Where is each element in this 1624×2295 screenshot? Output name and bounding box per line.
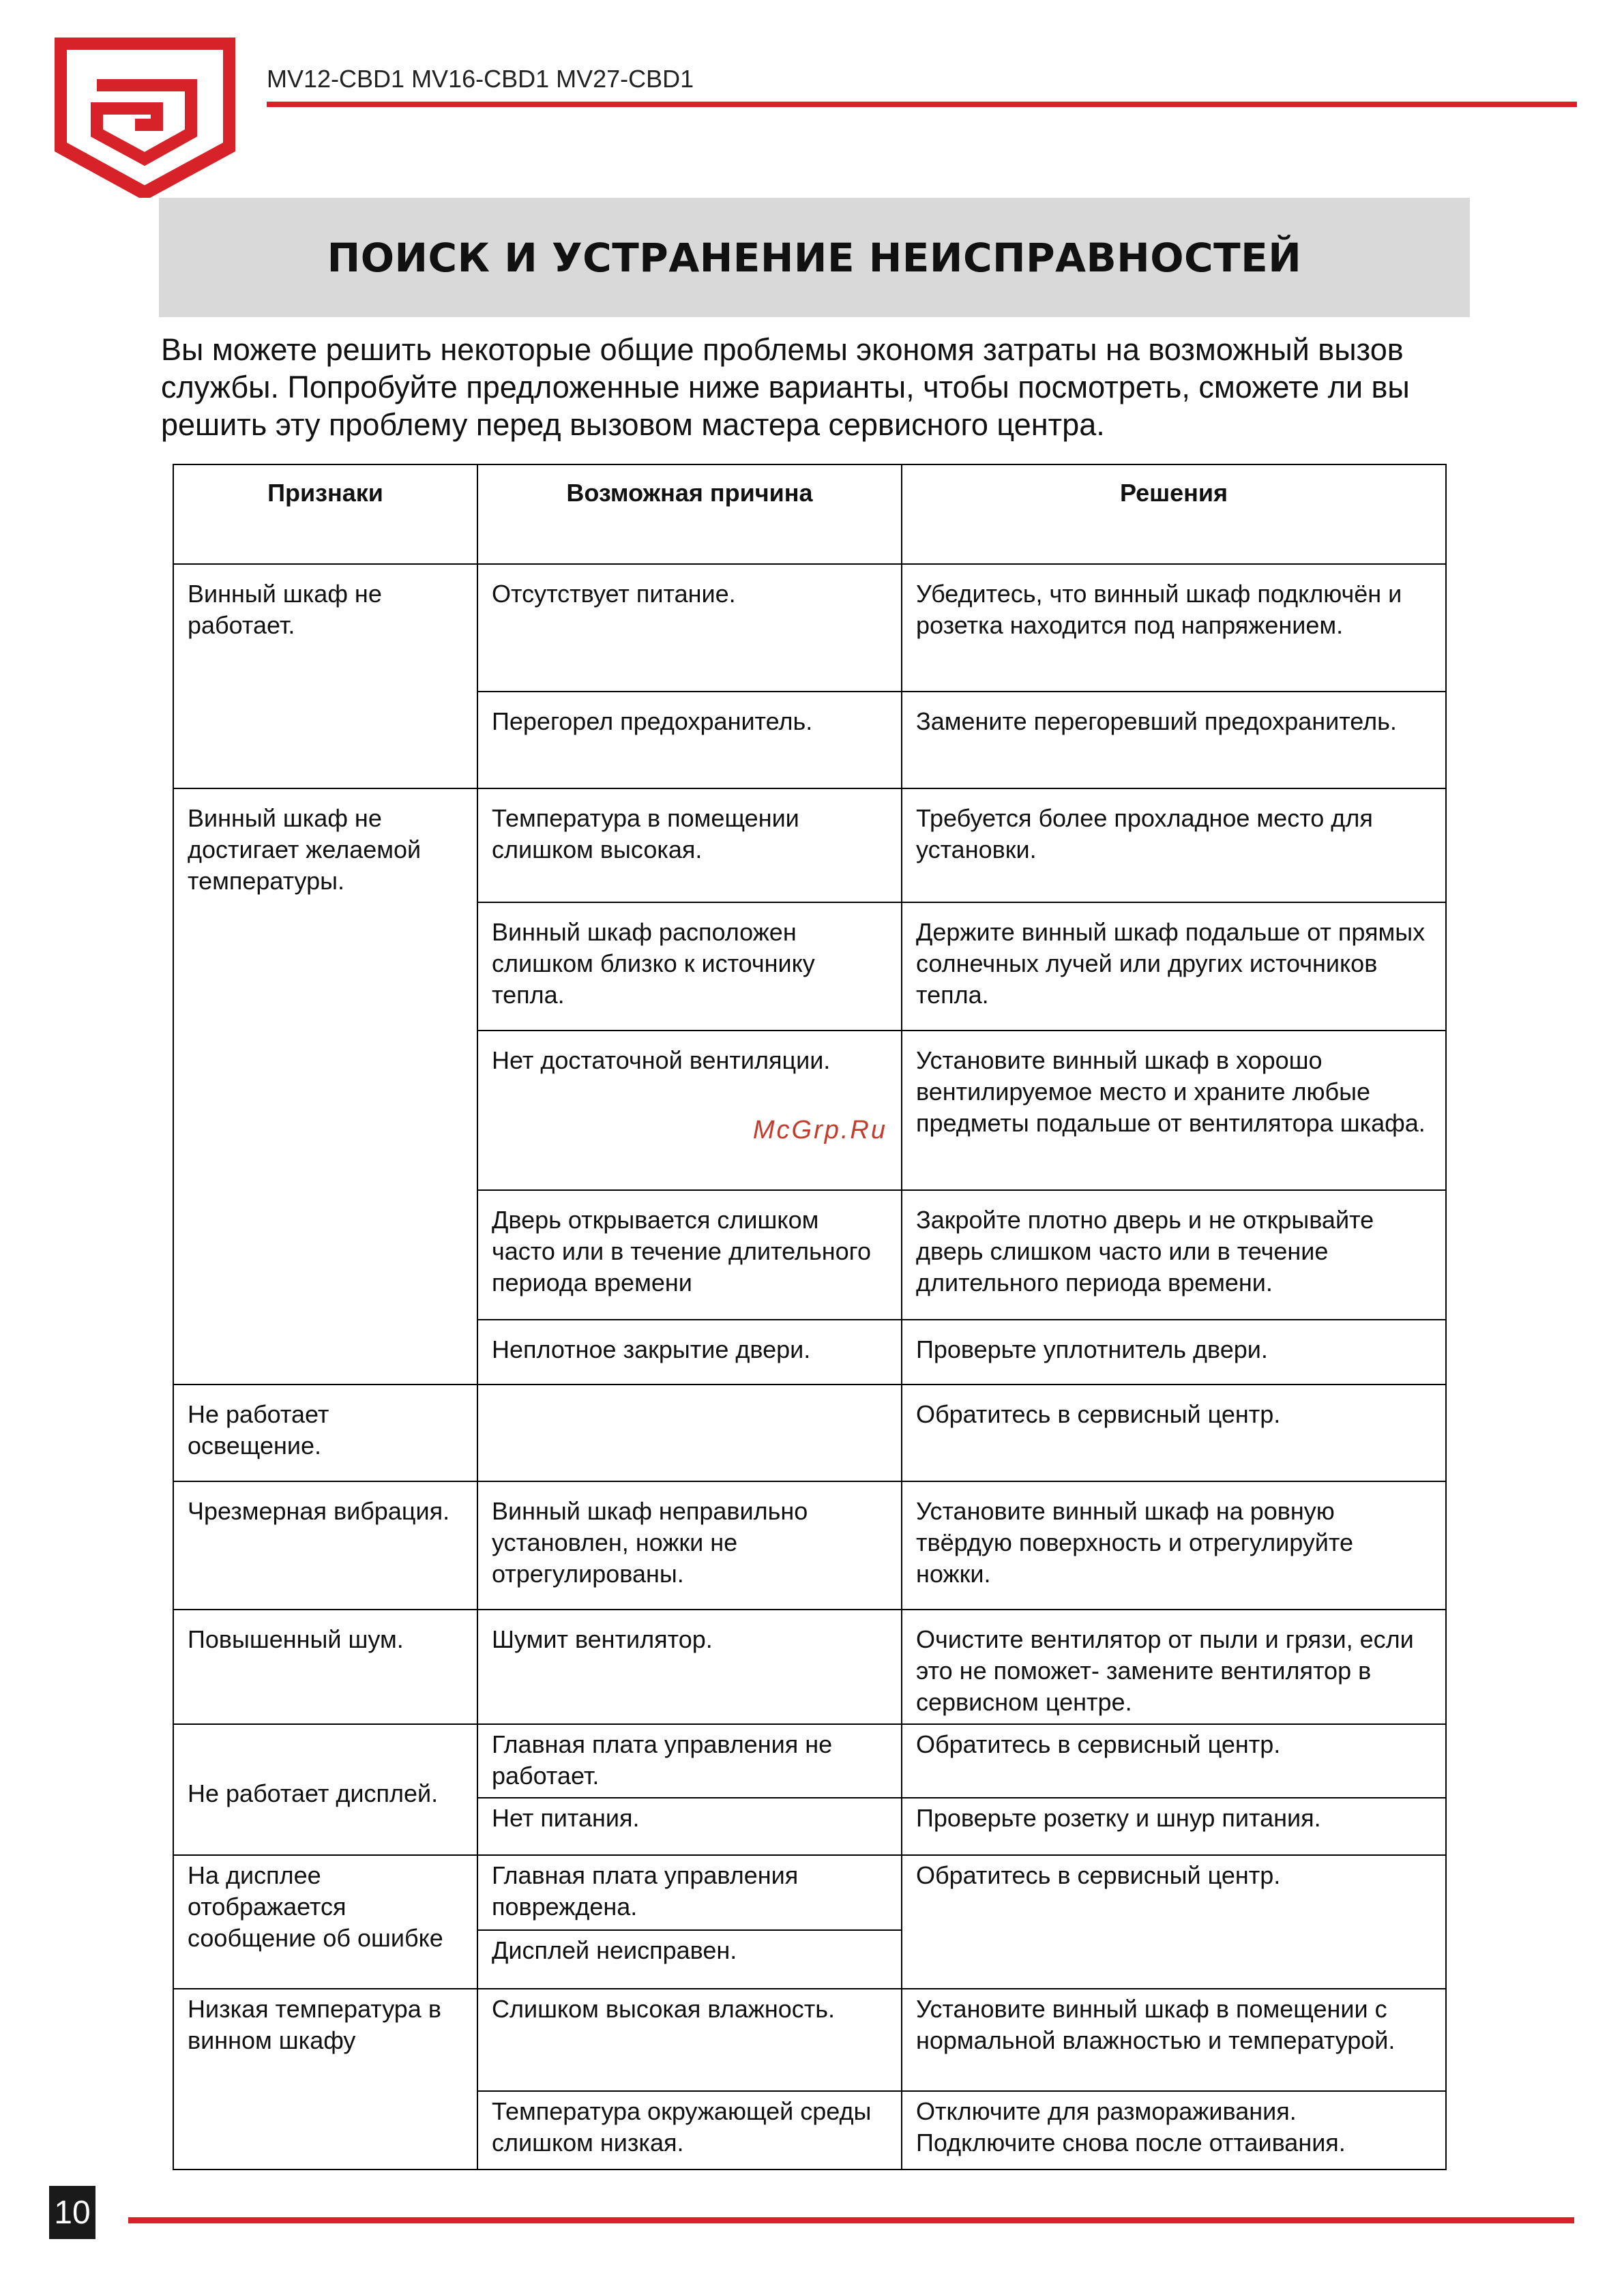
header-rule bbox=[267, 102, 1577, 107]
solution-cell: Держите винный шкаф подальше от прямых солнечных лучей или других источников тепла. bbox=[902, 902, 1446, 1031]
cause-cell: Перегорел предохранитель. bbox=[477, 692, 902, 788]
table-row bbox=[173, 1481, 1446, 1610]
header-solutions: Решения bbox=[902, 464, 1446, 564]
solution-cell: Установите винный шкаф в хорошо вентилируемое место и храните любые предметы подальше от вентилятора шкафа. bbox=[902, 1031, 1446, 1190]
table-row bbox=[173, 1610, 1446, 1724]
cause-cell: Главная плата управления не работает. bbox=[477, 1724, 902, 1798]
cause-cell: Неплотное закрытие двери. bbox=[477, 1320, 902, 1385]
page-title: ПОИСК И УСТРАНЕНИЕ НЕИСПРАВНОСТЕЙ bbox=[327, 234, 1302, 281]
table-row bbox=[173, 1724, 1446, 1798]
solution-cell: Закройте плотно дверь и не открывайте дверь слишком часто или в течение длительного периода времени. bbox=[902, 1190, 1446, 1320]
solution-cell: Отключите для размораживания. Подключите снова после оттаивания. bbox=[902, 2091, 1446, 2170]
header-symptoms: Признаки bbox=[173, 464, 477, 564]
footer-rule bbox=[128, 2217, 1574, 2223]
table-row bbox=[173, 788, 1446, 902]
brand-logo bbox=[55, 38, 235, 198]
symptom-cell: Винный шкаф не достигает желаемой температуры. bbox=[173, 788, 477, 1385]
title-band bbox=[159, 198, 1470, 317]
solution-cell: Замените перегоревший предохранитель. bbox=[902, 692, 1446, 788]
symptom-cell: Не работает освещение. bbox=[173, 1385, 477, 1481]
solution-cell: Обратитесь в сервисный центр. bbox=[902, 1385, 1446, 1481]
cause-cell: Температура в помещении слишком высокая. bbox=[477, 788, 902, 902]
cause-cell bbox=[477, 1031, 902, 1190]
cause-cell: Отсутствует питание. bbox=[477, 564, 902, 692]
symptom-cell: Низкая температура в винном шкафу bbox=[173, 1989, 477, 2170]
cause-text: Нет достаточной вентиляции. bbox=[492, 1046, 831, 1074]
solution-cell: Установите винный шкаф на ровную твёрдую поверхность и отрегулируйте ножки. bbox=[902, 1481, 1446, 1610]
troubleshooting-table bbox=[173, 464, 1447, 2170]
table-row bbox=[173, 1855, 1446, 1930]
intro-paragraph: Вы можете решить некоторые общие проблемы экономя затраты на возможный вызов службы. Попробуйте предложенные ниже варианты, чтобы посмотреть, сможете ли вы решить эту проблему перед вызовом мастера сервисного центра. bbox=[161, 332, 1410, 442]
table-header-row bbox=[173, 464, 1446, 564]
cause-cell bbox=[477, 1385, 902, 1481]
symptom-cell: Винный шкаф не работает. bbox=[173, 564, 477, 788]
cause-cell: Дисплей неисправен. bbox=[477, 1930, 902, 1989]
solution-cell: Убедитесь, что винный шкаф подключён и розетка находится под напряжением. bbox=[902, 564, 1446, 692]
solution-cell: Проверьте розетку и шнур питания. bbox=[902, 1798, 1446, 1855]
cause-cell: Главная плата управления повреждена. bbox=[477, 1855, 902, 1930]
cause-cell: Винный шкаф неправильно установлен, ножки не отрегулированы. bbox=[477, 1481, 902, 1610]
cause-cell: Винный шкаф расположен слишком близко к источнику тепла. bbox=[477, 902, 902, 1031]
solution-cell: Обратитесь в сервисный центр. bbox=[902, 1724, 1446, 1798]
table-row bbox=[173, 1385, 1446, 1481]
cause-cell: Нет питания. bbox=[477, 1798, 902, 1855]
solution-cell: Обратитесь в сервисный центр. bbox=[902, 1855, 1446, 1989]
symptom-cell: На дисплее отображается сообщение об ошибке bbox=[173, 1855, 477, 1989]
table-row bbox=[173, 564, 1446, 692]
page-number: 10 bbox=[49, 2186, 95, 2239]
symptom-cell: Повышенный шум. bbox=[173, 1610, 477, 1724]
model-numbers: MV12-CBD1 MV16-CBD1 MV27-CBD1 bbox=[267, 65, 694, 93]
solution-cell: Очистите вентилятор от пыли и грязи, если это не поможет- замените вентилятор в сервисном центре. bbox=[902, 1610, 1446, 1724]
cause-cell: Дверь открывается слишком часто или в течение длительного периода времени bbox=[477, 1190, 902, 1320]
solution-cell: Проверьте уплотнитель двери. bbox=[902, 1320, 1446, 1385]
symptom-cell: Чрезмерная вибрация. bbox=[173, 1481, 477, 1610]
table-row bbox=[173, 1989, 1446, 2091]
solution-cell: Установите винный шкаф в помещении с нормальной влажностью и температурой. bbox=[902, 1989, 1446, 2091]
solution-cell: Требуется более прохладное место для установки. bbox=[902, 788, 1446, 902]
cause-cell: Слишком высокая влажность. bbox=[477, 1989, 902, 2091]
cause-cell: Шумит вентилятор. bbox=[477, 1610, 902, 1724]
header-cause: Возможная причина bbox=[477, 464, 902, 564]
cause-cell: Температура окружающей среды слишком низкая. bbox=[477, 2091, 902, 2170]
symptom-cell: Не работает дисплей. bbox=[173, 1724, 477, 1855]
watermark: McGrp.Ru bbox=[752, 1116, 887, 1144]
